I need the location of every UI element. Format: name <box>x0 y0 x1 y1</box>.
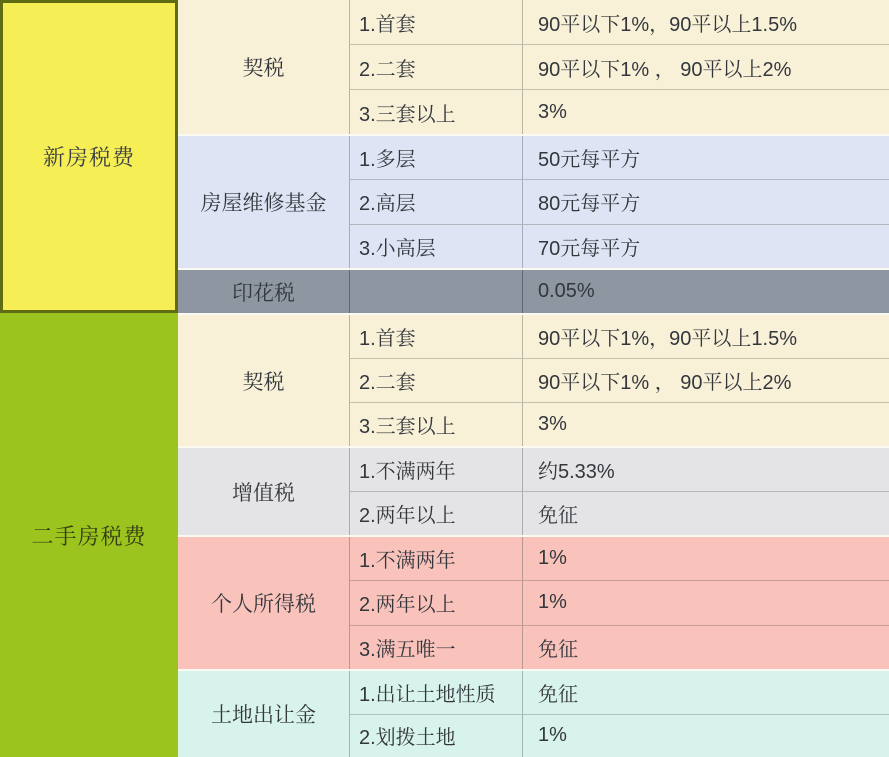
value-cell: 70元每平方 <box>538 237 641 260</box>
table-row <box>350 0 889 44</box>
table-row <box>350 537 889 580</box>
category-cell-second-hand <box>0 313 178 757</box>
sub-item-cell: 1.首套 <box>350 0 523 44</box>
sub-item-cell: 3.三套以上 <box>350 90 523 134</box>
section-stamp-duty <box>178 268 889 313</box>
sub-item-cell: 2.二套 <box>350 45 523 89</box>
table-row <box>350 714 889 757</box>
value-cell: 90平以下1% ， 90平以上2% <box>538 58 792 81</box>
category-label-second-hand: 二手房税费 <box>31 523 147 549</box>
value-cell: 90平以下1%，90平以上1.5% <box>538 328 797 350</box>
tax-name-cell <box>178 270 350 313</box>
section-rows <box>350 537 889 669</box>
section-rows <box>350 270 889 313</box>
table-row <box>350 270 889 313</box>
category-cell-new-house <box>0 0 178 313</box>
tax-name-label: 个人所得税 <box>211 593 316 616</box>
sub-item-cell: 2.二套 <box>350 359 523 402</box>
value-cell: 0.05% <box>538 280 595 302</box>
sub-item-cell: 2.划拨土地 <box>350 715 523 757</box>
section-new-deed-tax <box>178 0 889 134</box>
value-cell: 3% <box>538 100 567 123</box>
section-rows <box>350 315 889 446</box>
tax-name-label: 契税 <box>242 370 285 394</box>
sub-item-cell: 1.多层 <box>350 136 523 179</box>
table-row <box>350 448 889 491</box>
sub-item-cell: 1.不满两年 <box>350 448 523 491</box>
value-cell: 50元每平方 <box>538 149 641 172</box>
section-maintenance-fund <box>178 134 889 268</box>
table-row <box>350 224 889 268</box>
value-cell: 免征 <box>538 683 578 706</box>
value-cell: 90平以下1% ， 90平以上2% <box>538 372 792 394</box>
table-row <box>350 402 889 446</box>
value-cell: 免征 <box>538 505 578 527</box>
value-cell: 90平以下1%，90平以上1.5% <box>538 13 797 36</box>
table-row <box>350 44 889 89</box>
value-cell: 免征 <box>538 638 578 661</box>
value-cell: 1% <box>538 591 567 614</box>
sub-item-cell: 2.两年以上 <box>350 492 523 535</box>
sub-item-cell: 3.三套以上 <box>350 403 523 446</box>
table-row <box>350 358 889 402</box>
table-row <box>350 89 889 134</box>
value-cell: 3% <box>538 413 567 435</box>
section-rows <box>350 0 889 134</box>
table-row <box>350 671 889 714</box>
tax-name-cell <box>178 136 350 268</box>
tax-sections <box>178 0 889 757</box>
table-row <box>350 491 889 535</box>
section-rows <box>350 448 889 535</box>
section-rows <box>350 671 889 757</box>
section-land-transfer-fee <box>178 669 889 757</box>
category-label-new-house: 新房税费 <box>42 145 135 170</box>
sub-item-cell: 2.高层 <box>350 180 523 223</box>
table-row <box>350 315 889 358</box>
tax-name-cell <box>178 0 350 134</box>
tax-name-cell <box>178 448 350 535</box>
tax-name-cell <box>178 315 350 446</box>
tax-name-label: 印花税 <box>232 281 295 305</box>
sub-item-cell: 2.两年以上 <box>350 581 523 624</box>
tax-name-label: 房屋维修基金 <box>200 192 327 215</box>
section-secondhand-deed-tax <box>178 313 889 446</box>
category-column <box>0 0 178 757</box>
section-rows <box>350 136 889 268</box>
section-personal-income-tax <box>178 535 889 669</box>
tax-name-label: 增值税 <box>232 481 295 505</box>
sub-item-cell: 1.首套 <box>350 315 523 358</box>
sub-item-cell <box>350 270 523 313</box>
tax-name-cell <box>178 671 350 757</box>
tax-name-cell <box>178 537 350 669</box>
sub-item-cell: 3.小高层 <box>350 225 523 268</box>
value-cell: 约5.33% <box>538 461 615 483</box>
value-cell: 80元每平方 <box>538 193 641 216</box>
sub-item-cell: 1.出让土地性质 <box>350 671 523 714</box>
value-cell: 1% <box>538 724 567 747</box>
sub-item-cell: 1.不满两年 <box>350 537 523 580</box>
section-vat <box>178 446 889 535</box>
table-row <box>350 625 889 669</box>
table-row <box>350 136 889 179</box>
sub-item-cell: 3.满五唯一 <box>350 626 523 669</box>
table-row <box>350 179 889 223</box>
value-cell: 1% <box>538 547 567 570</box>
tax-name-label: 契税 <box>242 57 285 80</box>
table-row <box>350 580 889 624</box>
tax-name-label: 土地出让金 <box>211 704 316 727</box>
